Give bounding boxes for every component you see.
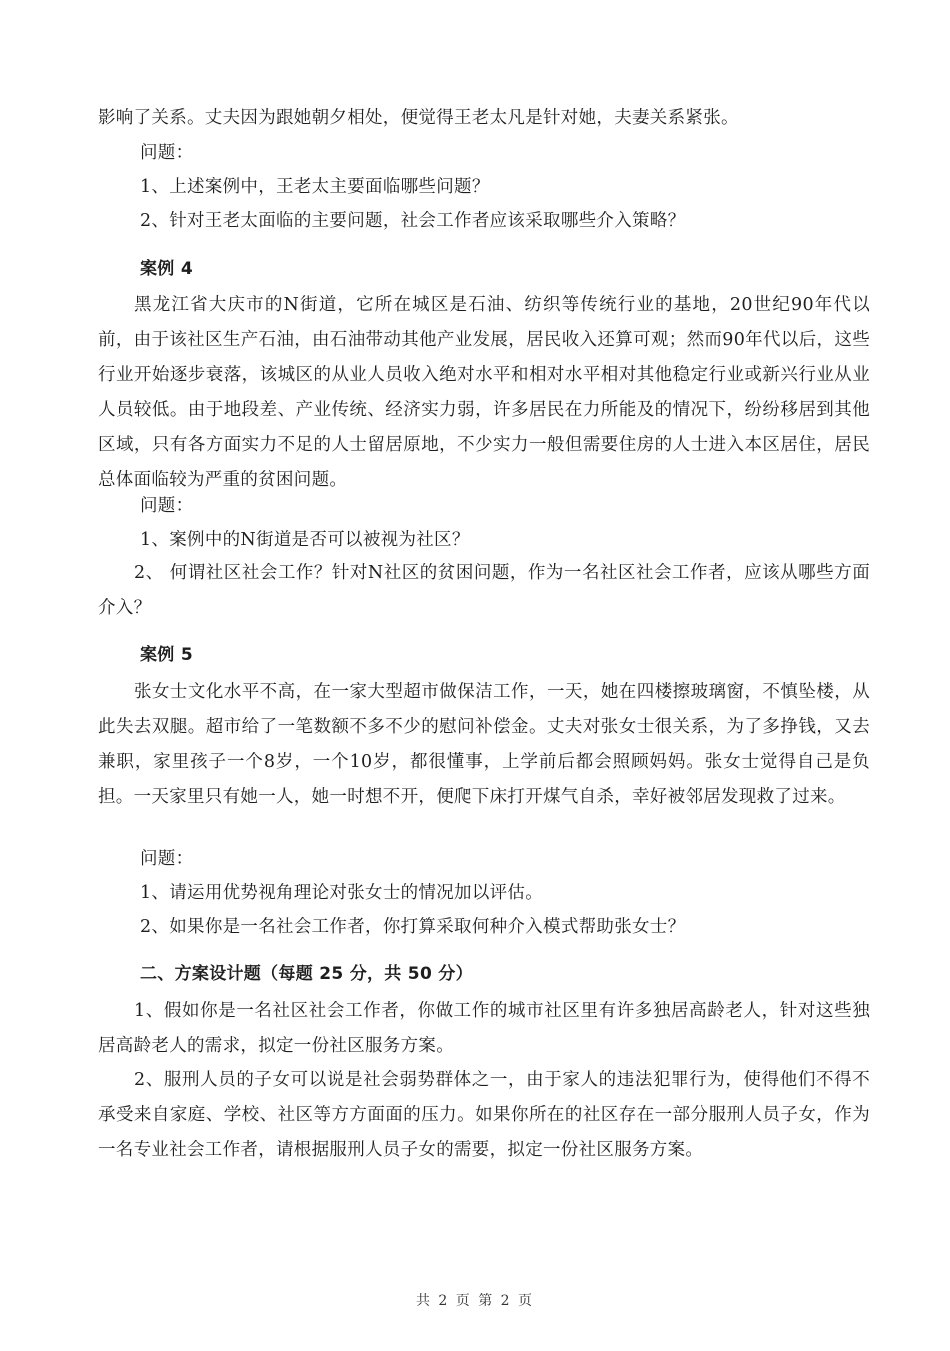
case4-question-2: 2、 何谓社区社会工作？针对N社区的贫困问题，作为一名社区社会工作者，应该从哪些方面介入？ — [98, 563, 870, 618]
section2-title: 二、方案设计题（每题 25 分，共 50 分） — [140, 964, 473, 984]
case3-question-2: 2、针对王老太面临的主要问题，社会工作者应该采取哪些介入策略？ — [140, 211, 686, 231]
case4-title: 案例 4 — [140, 259, 193, 279]
case3-questions-label: 问题： — [140, 143, 194, 163]
case5-question-2: 2、如果你是一名社会工作者，你打算采取何种介入模式帮助张女士？ — [140, 917, 686, 937]
case5-body: 张女士文化水平不高，在一家大型超市做保洁工作，一天，她在四楼擦玻璃窗，不慎坠楼，从此失去双腿。超市给了一笔数额不多不少的慰问补偿金。丈夫对张女士很关系，为了多挣钱，又去兼职，家里孩子一个8岁，一个10岁，都很懂事，上学前后都会照顾妈妈。张女士觉得自己是负担。一天家里只有她一人，她一时想不开，便爬下床打开煤气自杀，幸好被邻居发现救了过来。 — [98, 682, 870, 807]
section2-question-1: 1、假如你是一名社区社会工作者，你做工作的城市社区里有许多独居高龄老人，针对这些独居高龄老人的需求，拟定一份社区服务方案。 — [98, 1001, 870, 1056]
intro-tail-text: 影响了关系。丈夫因为跟她朝夕相处，便觉得王老太凡是针对她，夫妻关系紧张。 — [98, 108, 739, 128]
page-footer: 共 2 页 第 2 页 — [415, 1293, 535, 1309]
section2-question-2: 2、服刑人员的子女可以说是社会弱势群体之一，由于家人的违法犯罪行为，使得他们不得不承受来自家庭、学校、社区等方方面面的压力。如果你所在的社区存在一部分服刑人员子女，作为一名专业社会工作者，请根据服刑人员子女的需要，拟定一份社区服务方案。 — [98, 1070, 870, 1160]
case4-question-1: 1、案例中的N街道是否可以被视为社区？ — [140, 530, 470, 550]
case5-question-1: 1、请运用优势视角理论对张女士的情况加以评估。 — [140, 883, 544, 903]
case3-question-1: 1、上述案例中，王老太主要面临哪些问题？ — [140, 177, 490, 197]
case5-questions-label: 问题： — [140, 849, 194, 869]
case4-body: 黑龙江省大庆市的N街道，它所在城区是石油、纺织等传统行业的基地，20世纪90年代以前，由于该社区生产石油，由石油带动其他产业发展，居民收入还算可观；然而90年代以后，这些行业开始逐步衰落，该城区的从业人员收入绝对水平和相对水平相对其他稳定行业或新兴行业从业人员较低。由于地段差、产业传统、经济实力弱，许多居民在力所能及的情况下，纷纷移居到其他区域，只有各方面实力不足的人士留居原地，不少实力一般但需要住房的人士进入本区居住，居民总体面临较为严重的贫困问题。 — [98, 295, 870, 490]
case5-title: 案例 5 — [140, 645, 193, 665]
case4-questions-label: 问题： — [140, 496, 194, 516]
